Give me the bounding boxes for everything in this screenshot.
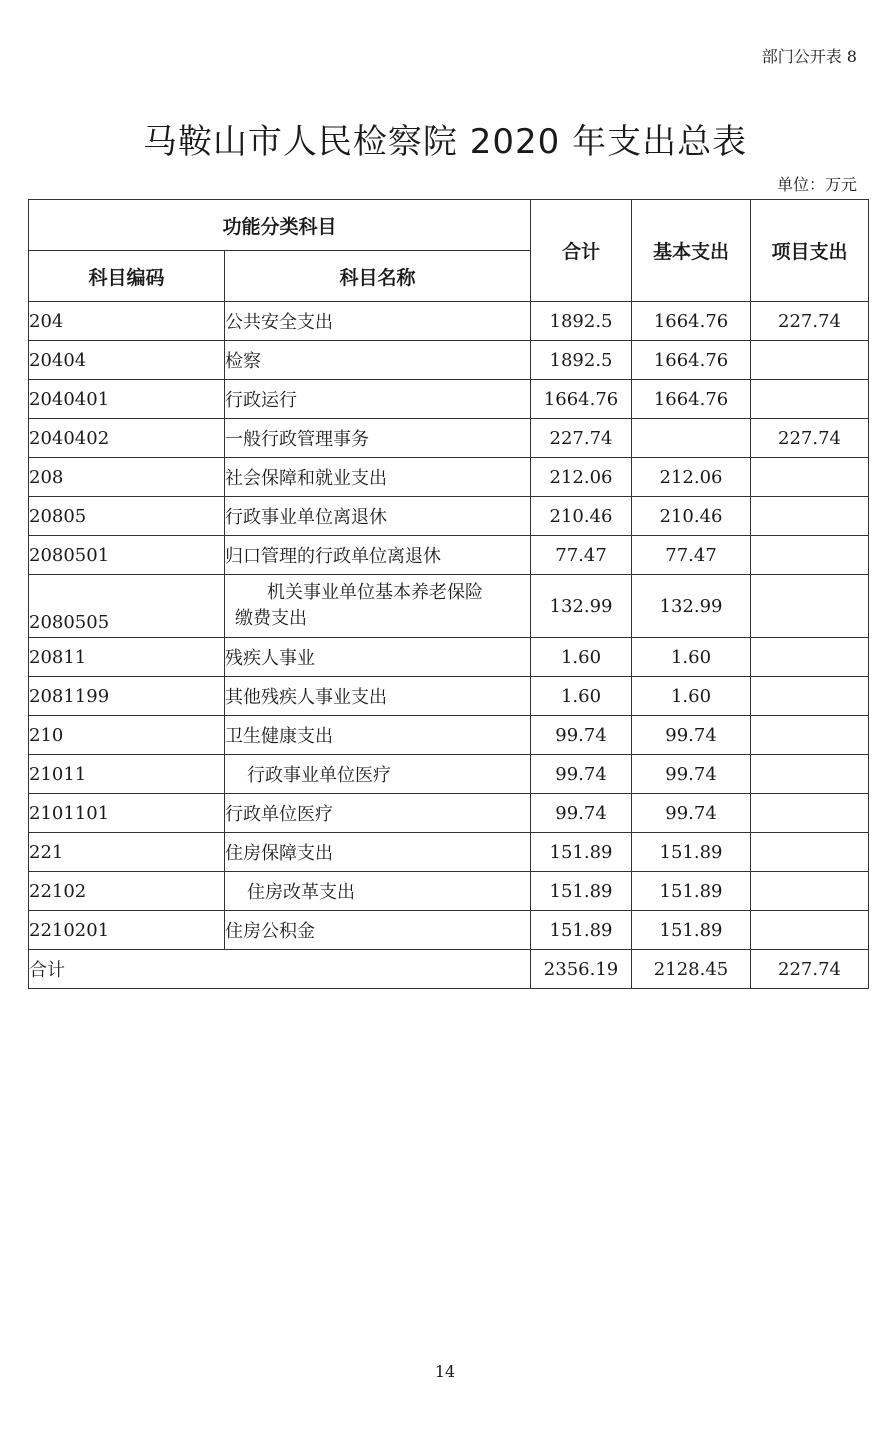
row-project xyxy=(751,575,869,638)
row-name xyxy=(225,575,531,638)
row-total: 1.60 xyxy=(531,677,632,716)
row-name: 社会保障和就业支出 xyxy=(225,458,531,497)
row-project xyxy=(751,380,869,419)
table-row xyxy=(29,911,869,950)
table-row xyxy=(29,677,869,716)
row-code: 22102 xyxy=(29,872,225,911)
row-code: 20811 xyxy=(29,638,225,677)
row-name: 一般行政管理事务 xyxy=(225,419,531,458)
row-code: 221 xyxy=(29,833,225,872)
grand-project: 227.74 xyxy=(751,950,869,989)
row-total: 151.89 xyxy=(531,911,632,950)
row-name: 住房改革支出 xyxy=(225,872,531,911)
table-row xyxy=(29,794,869,833)
row-total: 227.74 xyxy=(531,419,632,458)
expenditure-table xyxy=(28,199,869,989)
row-basic: 151.89 xyxy=(632,872,751,911)
row-code: 2080505 xyxy=(29,575,225,638)
row-code: 20404 xyxy=(29,341,225,380)
row-basic xyxy=(632,419,751,458)
row-project xyxy=(751,872,869,911)
table-row xyxy=(29,872,869,911)
row-project: 227.74 xyxy=(751,302,869,341)
row-basic: 1.60 xyxy=(632,677,751,716)
row-name-line2: 缴费支出 xyxy=(235,608,307,629)
table-row xyxy=(29,458,869,497)
header-total: 合计 xyxy=(531,200,632,302)
row-code: 208 xyxy=(29,458,225,497)
row-name: 行政事业单位医疗 xyxy=(225,755,531,794)
table-row xyxy=(29,497,869,536)
row-project xyxy=(751,497,869,536)
row-code: 20805 xyxy=(29,497,225,536)
header-basic: 基本支出 xyxy=(632,200,751,302)
header-name: 科目名称 xyxy=(225,251,531,302)
row-total: 212.06 xyxy=(531,458,632,497)
page-number: 14 xyxy=(434,1362,456,1381)
row-total: 210.46 xyxy=(531,497,632,536)
row-code: 2040401 xyxy=(29,380,225,419)
table-row xyxy=(29,419,869,458)
header-project: 项目支出 xyxy=(751,200,869,302)
row-basic: 151.89 xyxy=(632,833,751,872)
total-label: 合计 xyxy=(29,950,531,989)
row-name: 住房保障支出 xyxy=(225,833,531,872)
table-row xyxy=(29,536,869,575)
row-basic: 99.74 xyxy=(632,794,751,833)
row-project xyxy=(751,458,869,497)
table-row xyxy=(29,341,869,380)
row-code: 204 xyxy=(29,302,225,341)
unit-label: 单位：万元 xyxy=(776,175,857,194)
table-row xyxy=(29,638,869,677)
row-basic: 99.74 xyxy=(632,716,751,755)
page-title: 马鞍山市人民检察院 2020 年支出总表 xyxy=(142,122,748,162)
header-code: 科目编码 xyxy=(29,251,225,302)
row-project xyxy=(751,536,869,575)
grand-basic: 2128.45 xyxy=(632,950,751,989)
row-code: 21011 xyxy=(29,755,225,794)
row-basic: 132.99 xyxy=(632,575,751,638)
row-total: 1664.76 xyxy=(531,380,632,419)
row-project xyxy=(751,833,869,872)
row-code: 2210201 xyxy=(29,911,225,950)
row-name: 检察 xyxy=(225,341,531,380)
row-total: 151.89 xyxy=(531,833,632,872)
row-code: 2080501 xyxy=(29,536,225,575)
row-code: 2040402 xyxy=(29,419,225,458)
row-code: 2101101 xyxy=(29,794,225,833)
row-project xyxy=(751,794,869,833)
table-row xyxy=(29,380,869,419)
row-total: 77.47 xyxy=(531,536,632,575)
row-total: 99.74 xyxy=(531,716,632,755)
table-row xyxy=(29,755,869,794)
row-project: 227.74 xyxy=(751,419,869,458)
row-basic: 77.47 xyxy=(632,536,751,575)
table-row xyxy=(29,833,869,872)
row-name: 其他残疾人事业支出 xyxy=(225,677,531,716)
table-tag: 部门公开表 8 xyxy=(761,47,857,66)
row-name: 归口管理的行政单位离退休 xyxy=(225,536,531,575)
row-basic: 99.74 xyxy=(632,755,751,794)
row-project xyxy=(751,677,869,716)
row-total: 132.99 xyxy=(531,575,632,638)
row-total: 151.89 xyxy=(531,872,632,911)
table-total-row xyxy=(29,950,869,989)
row-name: 行政运行 xyxy=(225,380,531,419)
table-row xyxy=(29,302,869,341)
row-name: 公共安全支出 xyxy=(225,302,531,341)
row-basic: 212.06 xyxy=(632,458,751,497)
row-name: 残疾人事业 xyxy=(225,638,531,677)
row-project xyxy=(751,755,869,794)
row-total: 1892.5 xyxy=(531,302,632,341)
row-project xyxy=(751,341,869,380)
row-code: 2081199 xyxy=(29,677,225,716)
row-code: 210 xyxy=(29,716,225,755)
grand-total: 2356.19 xyxy=(531,950,632,989)
row-project xyxy=(751,716,869,755)
row-name: 行政单位医疗 xyxy=(225,794,531,833)
row-name: 行政事业单位离退休 xyxy=(225,497,531,536)
row-name: 卫生健康支出 xyxy=(225,716,531,755)
table-row xyxy=(29,716,869,755)
row-basic: 151.89 xyxy=(632,911,751,950)
row-basic: 1664.76 xyxy=(632,302,751,341)
row-project xyxy=(751,911,869,950)
row-basic: 210.46 xyxy=(632,497,751,536)
row-total: 1892.5 xyxy=(531,341,632,380)
row-name-line1: 机关事业单位基本养老保险 xyxy=(267,582,483,603)
row-name: 住房公积金 xyxy=(225,911,531,950)
row-basic: 1664.76 xyxy=(632,380,751,419)
row-basic: 1.60 xyxy=(632,638,751,677)
row-total: 99.74 xyxy=(531,794,632,833)
row-project xyxy=(751,638,869,677)
row-total: 99.74 xyxy=(531,755,632,794)
table-row xyxy=(29,575,869,638)
header-function-classification: 功能分类科目 xyxy=(29,200,531,251)
row-total: 1.60 xyxy=(531,638,632,677)
row-basic: 1664.76 xyxy=(632,341,751,380)
